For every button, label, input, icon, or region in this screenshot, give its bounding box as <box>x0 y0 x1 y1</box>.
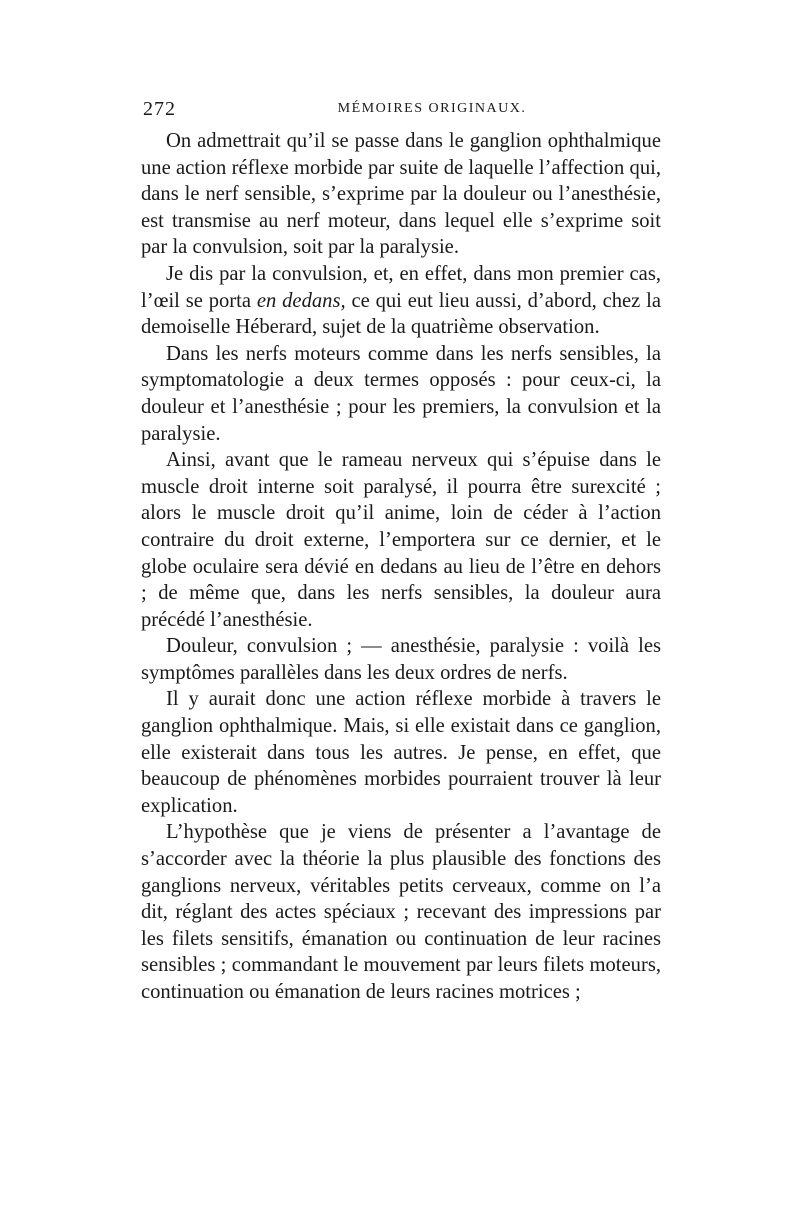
running-head: MÉMOIRES ORIGINAUX. <box>337 101 527 116</box>
paragraph-6: Il y aurait donc une action réflexe morbide à travers le ganglion ophthalmique. Mais, si elle existait dans ce ganglion, elle existerait dans tous les autres. Je pense, en effet, que beaucoup de phénomènes morbides pourraient trouver là leur explication. <box>141 688 661 817</box>
paragraph-5: Douleur, convulsion ; — anesthésie, paralysie : voilà les symptômes parallèles dans les deux ordres de nerfs. <box>141 635 661 684</box>
text-body <box>141 128 661 1006</box>
paragraph-7: L’hypothèse que je viens de présenter a l’avantage de s’accorder avec la théorie la plus plausible des fonctions des ganglions nerveux, véritables petits cerveaux, comme on l’a dit, réglant des actes spéciaux ; recevant des impressions par les filets sensitifs, émanation ou continuation de leur racines sensibles ; commandant le mouvement par leurs filets moteurs, continuation ou émanation de leurs racines motrices ; <box>141 821 661 1003</box>
paragraph-2-end: ce qui eut lieu aussi, d’abord, chez la demoiselle Héberard, sujet de la quatrième observation. <box>141 289 662 339</box>
paragraph-4: Ainsi, avant que le rameau nerveux qui s’épuise dans le muscle droit interne soit paralysé, il pourra être surexcité ; alors le muscle droit qu’il anime, loin de céder à l’action contraire du droit externe, l’emportera sur ce dernier, et le globe oculaire sera dévié en dedans au lieu de l’être en dehors ; de même que, dans les nerfs sensibles, la douleur aura précédé l’anesthésie. <box>141 449 661 631</box>
paragraph-2-start: Je dis par la convulsion, et, en effet, dans mon premier cas, l’œil se porta <box>141 262 661 312</box>
page-header <box>143 98 661 128</box>
paragraph-3: Dans les nerfs moteurs comme dans les nerfs sensibles, la symptomatologie a deux termes opposés : pour ceux-ci, la douleur et l’anesthésie ; pour les premiers, la convulsion et la paralysie. <box>141 342 661 445</box>
page-number: 272 <box>143 98 176 120</box>
paragraph-2 <box>141 261 661 341</box>
paragraph-1: On admettrait qu’il se passe dans le ganglion ophthalmique une action réflexe morbide par suite de laquelle l’affection qui, dans le nerf sensible, s’exprime par la douleur ou l’anesthésie, est transmise au nerf moteur, dans lequel elle s’exprime soit par la convulsion, soit par la paralysie. <box>141 130 661 259</box>
paragraph-2-italic: en dedans, <box>256 289 346 312</box>
